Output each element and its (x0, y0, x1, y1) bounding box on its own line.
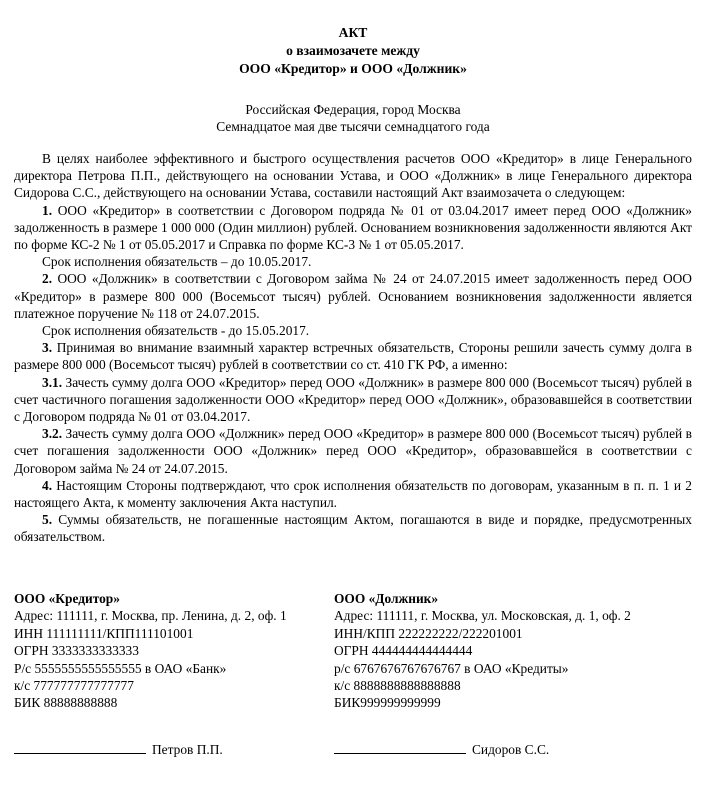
creditor-signature (14, 741, 223, 758)
signature-line (14, 741, 146, 754)
creditor-signer: Петров П.П. (152, 742, 223, 757)
clause-text: Суммы обязательств, не погашенные настоящим Актом, погашаются в виде и порядке, предусмотренных обязательством. (14, 512, 692, 545)
clause-number: 5. (42, 512, 53, 528)
signature-line (334, 741, 466, 754)
creditor-details (14, 590, 324, 712)
debtor-address: Адрес: 111111, г. Москва, ул. Московская, д. 1, оф. 2 (334, 608, 631, 624)
creditor-bik: БИК 88888888888 (14, 695, 118, 711)
clause-3-2 (14, 425, 692, 477)
document-title: АКТ (338, 25, 368, 40)
clause-text: Принимая во внимание взаимный характер встречных обязательств, Стороны решили зачесть сумму долга в размере 800 000 (Восемьсот тысяч) рублей в соответствии со ст. 410 ГК РФ, а именно: (14, 340, 692, 373)
clause-number: 3.2. (42, 426, 63, 442)
document-header (0, 24, 706, 78)
intro-paragraph: В целях наиболее эффективного и быстрого осуществления расчетов ООО «Кредитор» в лице Генерального директора Петрова П.П., действующего на основании Устава, и ООО «Должник» в лице Генерального директора Сидорова С.С., действующего на основании Устава, составили настоящий Акт взаимозачета о следующем: (14, 151, 692, 201)
debtor-ogrn: ОГРН 444444444444444 (334, 643, 473, 659)
clause-number: 4. (42, 477, 53, 493)
clause-1 (14, 202, 692, 254)
clause-number: 2. (42, 271, 53, 287)
creditor-ogrn: ОГРН 3333333333333 (14, 643, 139, 659)
debtor-details (334, 590, 644, 712)
creditor-name: ООО «Кредитор» (14, 591, 120, 606)
creditor-account: Р/с 5555555555555555 в ОАО «Банк» (14, 660, 227, 676)
city-line: Российская Федерация, город Москва (245, 102, 461, 117)
creditor-address: Адрес: 111111, г. Москва, пр. Ленина, д. 2, оф. 1 (14, 608, 287, 624)
debtor-account: р/с 6767676767676767 в ОАО «Кредиты» (334, 660, 569, 676)
place-and-date (0, 101, 706, 135)
clause-3 (14, 339, 692, 373)
clause-text: Зачесть сумму долга ООО «Должник» перед ООО «Кредитор» в размере 800 000 (Восемьсот тысяч) рублей в счет погашения задолженности ООО «Должник» перед ООО «Кредитор», образовавшейся в соответствии с Договором займа № 24 от 24.07.2015. (14, 426, 692, 476)
document-subtitle: о взаимозачете между (286, 43, 420, 58)
clause-3-1 (14, 374, 692, 426)
clause-number: 1. (42, 202, 53, 218)
clause-2-term: Срок исполнения обязательств - до 15.05.2017. (42, 323, 310, 339)
debtor-corr-account: к/с 8888888888888888 (334, 678, 461, 694)
clause-number: 3.1. (42, 374, 63, 390)
creditor-corr-account: к/с 777777777777777 (14, 678, 134, 694)
clause-number: 3. (42, 340, 53, 356)
creditor-inn: ИНН 111111111/КПП111101001 (14, 625, 194, 641)
debtor-bik: БИК999999999999 (334, 695, 441, 711)
clause-text: Зачесть сумму долга ООО «Кредитор» перед ООО «Должник» в размере 800 000 (Восемьсот тысяч) рублей в счет частичного погашения задолженности ООО «Кредитор» перед ООО «Должник», образовавшейся в соответствии с Договором подряда № 01 от 03.04.2017. (14, 374, 692, 425)
clause-text: Настоящим Стороны подтверждают, что срок исполнения обязательств по договорам, указанным в п. п. 1 и 2 настоящего Акта, к моменту заключения Акта наступил. (14, 477, 692, 511)
debtor-signer: Сидоров С.С. (472, 742, 550, 757)
debtor-signature (334, 741, 549, 758)
document-parties: ООО «Кредитор» и ООО «Должник» (239, 61, 467, 76)
clause-5 (14, 511, 692, 545)
document-body (14, 150, 692, 546)
clause-text: ООО «Должник» в соответствии с Договором займа № 24 от 24.07.2015 имеет задолженность перед ООО «Кредитор» в размере 800 000 (Восемьсот тысяч) рублей. Основанием возникновения задолженности является платежное поручение № 118 от 24.07.2015. (14, 271, 692, 321)
clause-1-term: Срок исполнения обязательств – до 10.05.2017. (42, 254, 312, 270)
clause-2 (14, 270, 692, 322)
debtor-name: ООО «Должник» (334, 591, 439, 606)
debtor-inn: ИНН/КПП 222222222/222201001 (334, 625, 523, 641)
date-line: Семнадцатое мая две тысячи семнадцатого года (216, 119, 490, 134)
clause-text: ООО «Кредитор» в соответствии с Договором подряда № 01 от 03.04.2017 имеет перед ООО «Должник» задолженность в размере 1 000 000 (Один миллион) рублей. Основанием возникновения задолженности являются Акт по форме КС-2 № 1 от 05.05.2017 и Справка по форме КС-3 № 1 от 05.05.2017. (14, 202, 692, 253)
clause-4 (14, 477, 692, 511)
